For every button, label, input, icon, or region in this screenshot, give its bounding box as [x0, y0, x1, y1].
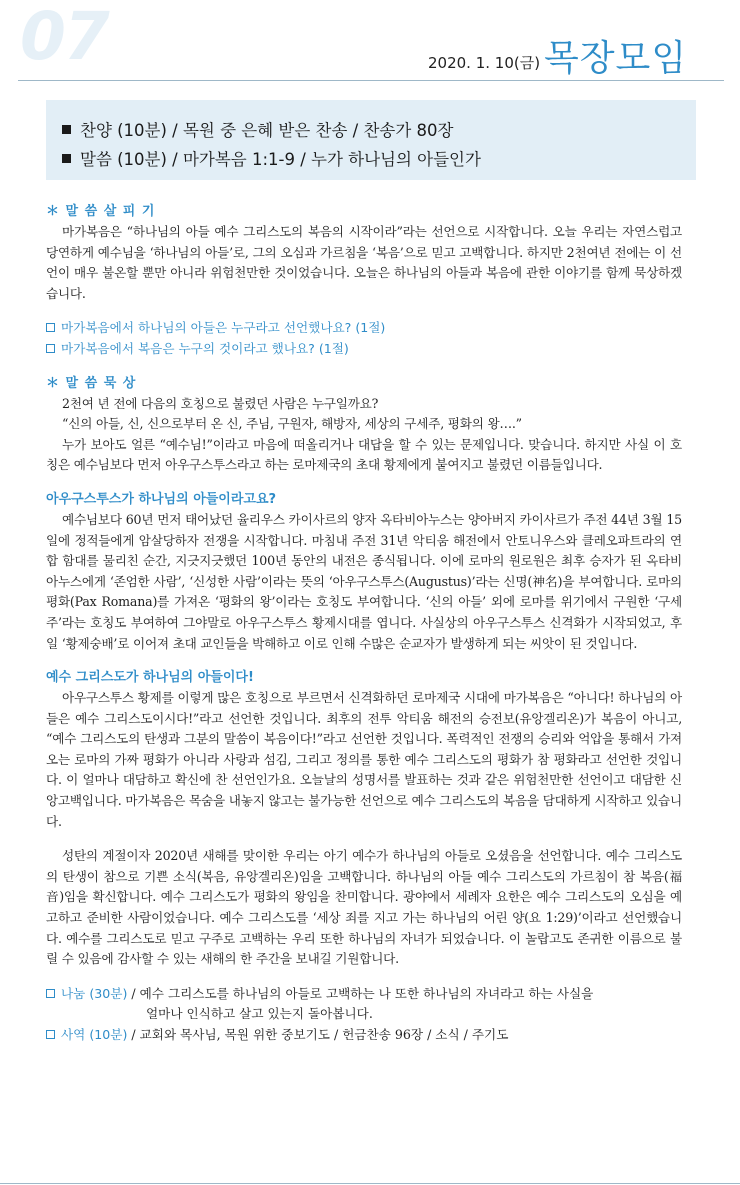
checkbox-square-icon: [46, 344, 55, 353]
summary-item-label: 말씀 (10분) / 마가복음 1:1-9 / 누가 하나님의 아들인가: [80, 150, 481, 169]
bottom-divider: [0, 1183, 740, 1184]
footer-share: [46, 984, 682, 1005]
section-heading-augustus: 아우구스투스가 하나님의 아들이라고요?: [46, 491, 277, 507]
share-label: 나눔 (30분): [61, 985, 128, 1001]
work-label: 사역 (10분): [61, 1027, 128, 1042]
section-body-augustus: 예수님보다 60년 먼저 태어났던 율리우스 카이사르의 양자 옥타비아누스는 양아버지 카이사르가 주전 44년 3월 15일에 정적들에게 암살당하자 전쟁을 시작합니다. 마침내 주전 31년 악티움 해전에서 안토니우스와 클레오파트라의 연합 함대를 물리친 순간, 지긋지긋했던 100년 동안의 내전은 종식됩니다. 이에 로마의 원로원은 최후 승자가 된 옥타비아누스에게 ‘존엄한 사람’, ‘신성한 사람’이라는 뜻의 ‘아우구스투스(Augustus)’라는 신명(神名)을 부여합니다. 로마의 평화(Pax Romana)를 가져온 ‘평화의 왕’이라는 호칭도 부여합니다. ‘신의 아들’ 외에 로마를 위기에서 구원한 ‘구세주’라는 호칭도 부여하여 그야말로 아우구스투스 황제시대를 엽니다. 사실상의 아우구스투스 신격화가 시작되었고, 후일 ‘황제숭배’로 이어져 초대 교인들을 박해하고 이로 인해 수많은 순교자가 발생하게 되는 씨앗이 된 것입니다.: [46, 511, 682, 651]
header-divider: [18, 80, 724, 81]
question-1: [46, 318, 682, 339]
page-title: 목장모임: [544, 38, 688, 79]
question-text: 마가복음에서 하나님의 아들은 누구라고 선언했나요? (1절): [61, 320, 386, 336]
section-body-jesus: 아우구스투스 황제를 이렇게 많은 호칭으로 부르면서 신격화하던 로마제국 시대에 마가복음은 “아니다! 하나님의 아들은 예수 그리스도이시다!”라고 선언한 것입니다. 최후의 전투 악티움 해전의 승전보(유앙겔리온)가 복음이 아니고, “예수 그리스도의 탄생과 그분의 말씀이 복음이다!”라고 선언한 것입니다. 폭력적인 전쟁의 승리와 억압을 통해서 가져오는 로마의 가짜 평화가 아니라 사랑과 섬김, 그리고 정의를 통한 예수 그리스도의 평화가 참 평화라고 선언한 것입니다. 이 얼마나 대담하고 확신에 찬 선언인가요. 오늘날의 성명서를 발표하는 것과 같은 위험천만한 선언이고 대담한 신앙고백입니다. 마가복음은 목숨을 내놓지 않고는 불가능한 선언으로 예수 그리스도의 복음을 담대하게 시작하고 있습니다.: [46, 690, 682, 829]
section-body-meditate: 누가 보아도 얼른 “예수님!”이라고 마음에 떠올리거나 대답을 할 수 있는 문제입니다. 맞습니다. 하지만 사실 이 호칭은 예수님보다 먼저 아우구스투스라고 하는 로마제국의 초대 황제에게 붙여지고 불렸던 이름들입니다.: [46, 436, 682, 473]
main-content: [46, 202, 682, 1046]
checkbox-square-icon: [46, 323, 55, 332]
question-text: 마가복음에서 복음은 누구의 것이라고 했나요? (1절): [61, 340, 349, 356]
section-line-quote: “신의 아들, 신, 신으로부터 온 신, 주님, 구원자, 해방자, 세상의 구세주, 평화의 왕….”: [62, 416, 522, 432]
share-text-cont: 얼마나 인식하고 살고 있는지 돌아봅니다.: [146, 1006, 373, 1022]
section-line-question: 2천여 년 전에 다음의 호칭으로 불렸던 사람은 누구일까요?: [62, 395, 379, 411]
square-bullet-icon: [62, 125, 71, 134]
work-text: / 교회와 목사님, 목원 위한 중보기도 / 헌금찬송 96장 / 소식 / 주기도: [131, 1027, 509, 1042]
share-text: / 예수 그리스도를 하나님의 아들로 고백하는 나 또한 하나님의 자녀라고 하는 사실을: [131, 985, 594, 1001]
meeting-date: 2020. 1. 10(금): [428, 54, 541, 72]
checkbox-square-icon: [46, 1030, 55, 1039]
footer-share-cont: [46, 1004, 682, 1025]
checkbox-square-icon: [46, 989, 55, 998]
question-2: [46, 339, 682, 360]
square-bullet-icon: [62, 154, 71, 163]
summary-item-label: 찬양 (10분) / 목원 중 은혜 받은 찬송 / 찬송가 80장: [80, 121, 454, 140]
summary-box: [46, 100, 696, 180]
footer-work: [46, 1025, 682, 1046]
section-heading-jesus: 예수 그리스도가 하나님의 아들이다!: [46, 670, 254, 686]
section-heading-meditate: ＊ 말 씀 묵 상: [46, 375, 137, 391]
summary-item-word: [62, 145, 696, 174]
section-body-examine: 마가복음은 “하나님의 아들 예수 그리스도의 복음의 시작이라”라는 선언으로 시작합니다. 오늘 우리는 자연스럽고 당연하게 예수님을 ‘하나님의 아들’로, 그의 오심과 가르침을 ‘복음’으로 믿고 고백합니다. 하지만 2천여년 전에는 이 선언이 매우 불온할 뿐만 아니라 위험천만한 것이었습니다. 오늘은 하나님의 아들과 복음에 관한 이야기를 함께 묵상하겠습니다.: [46, 224, 682, 301]
page-number: 07: [20, 0, 108, 75]
summary-item-praise: [62, 116, 696, 145]
section-body-christmas: 성탄의 계절이자 2020년 새해를 맞이한 우리는 아기 예수가 하나님의 아들로 오셨음을 선언합니다. 예수 그리스도의 탄생이 참으로 기쁜 소식(복음, 유앙겔리온)임을 고백합니다. 하나님의 아들 예수 그리스도의 가르침이 참 복음(福音)임을 확신합니다. 예수 그리스도가 평화의 왕임을 찬미합니다. 광야에서 세례자 요한은 예수 그리스도의 오심을 예고하고 준비한 사람이었습니다. 예수 그리스도를 ‘세상 죄를 지고 가는 하나님의 어린 양(요 1:29)’이라고 선언했습니다. 예수를 그리스도로 믿고 구주로 고백하는 우리 또한 하나님의 자녀가 되었습니다. 이 놀랍고도 존귀한 이름으로 불릴 수 있음에 감사할 수 있는 새해의 한 주간을 보내길 기원합니다.: [46, 848, 682, 967]
section-heading-examine: ＊ 말 씀 살 피 기: [46, 204, 156, 219]
